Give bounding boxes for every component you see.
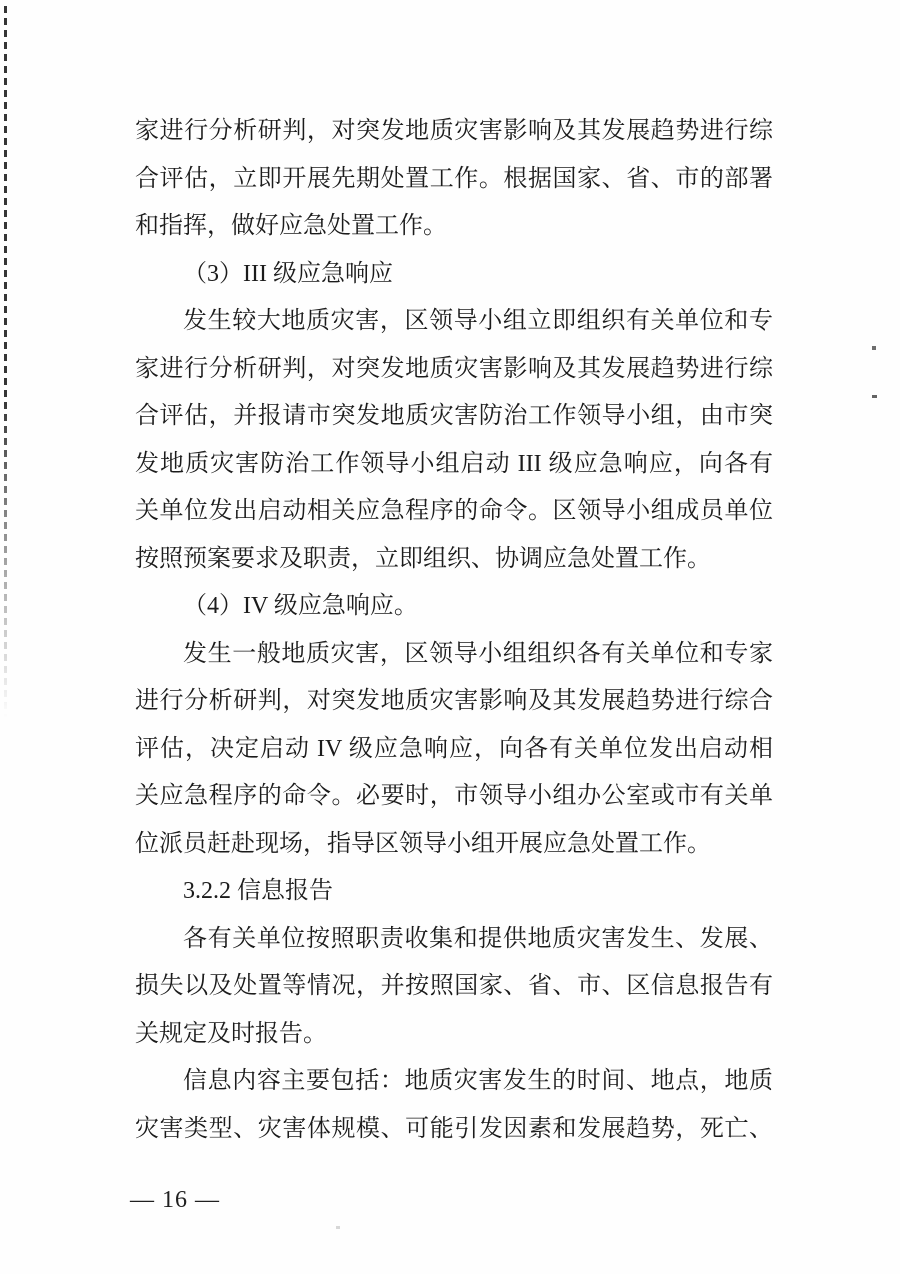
heading-line: （3）III 级应急响应 bbox=[183, 260, 393, 287]
heading-line: （4）IV 级应急响应。 bbox=[183, 593, 418, 619]
body-line: 进行分析研判，对突发地质灾害影响及其发展趋势进行综合 bbox=[135, 688, 773, 714]
text-block bbox=[135, 108, 773, 1153]
body-line: 关规定及时报告。 bbox=[135, 1020, 327, 1047]
body-line: 和指挥，做好应急处置工作。 bbox=[135, 213, 447, 239]
body-line: 评估，决定启动 IV 级应急响应，向各有关单位发出启动相 bbox=[135, 735, 773, 762]
body-line: 信息内容主要包括：地质灾害发生的时间、地点，地质 bbox=[183, 1068, 773, 1094]
body-line: 合评估，立即开展先期处置工作。根据国家、省、市的部署 bbox=[135, 165, 773, 192]
body-line: 发生较大地质灾害，区领导小组立即组织有关单位和专 bbox=[183, 308, 773, 334]
body-line: 关单位发出启动相关应急程序的命令。区领导小组成员单位 bbox=[135, 498, 773, 524]
scan-artifact-dashed-line bbox=[4, 6, 7, 718]
body-line: 按照预案要求及职责，立即组织、协调应急处置工作。 bbox=[135, 545, 711, 572]
body-line: 关应急程序的命令。必要时，市领导小组办公室或市有关单 bbox=[135, 783, 773, 809]
body-line: 灾害类型、灾害体规模、可能引发因素和发展趋势，死亡、 bbox=[135, 1115, 773, 1142]
body-line: 发生一般地质灾害，区领导小组组织各有关单位和专家 bbox=[183, 640, 773, 667]
scan-speck bbox=[872, 395, 877, 398]
body-line: 发地质灾害防治工作领导小组启动 III 级应急响应，向各有 bbox=[135, 450, 773, 477]
body-line: 家进行分析研判，对突发地质灾害影响及其发展趋势进行综 bbox=[135, 355, 773, 382]
scan-speck bbox=[872, 346, 876, 350]
body-line: 位派员赶赴现场，指导区领导小组开展应急处置工作。 bbox=[135, 830, 711, 857]
heading-line: 3.2.2 信息报告 bbox=[183, 878, 333, 904]
scan-speck bbox=[336, 1226, 340, 1229]
body-line: 各有关单位按照职责收集和提供地质灾害发生、发展、 bbox=[183, 925, 773, 952]
page-number: — 16 — bbox=[130, 1187, 220, 1213]
body-line: 家进行分析研判，对突发地质灾害影响及其发展趋势进行综 bbox=[135, 118, 773, 144]
body-line: 合评估，并报请市突发地质灾害防治工作领导小组，由市突 bbox=[135, 403, 773, 429]
body-line: 损失以及处置等情况，并按照国家、省、市、区信息报告有 bbox=[135, 973, 773, 999]
